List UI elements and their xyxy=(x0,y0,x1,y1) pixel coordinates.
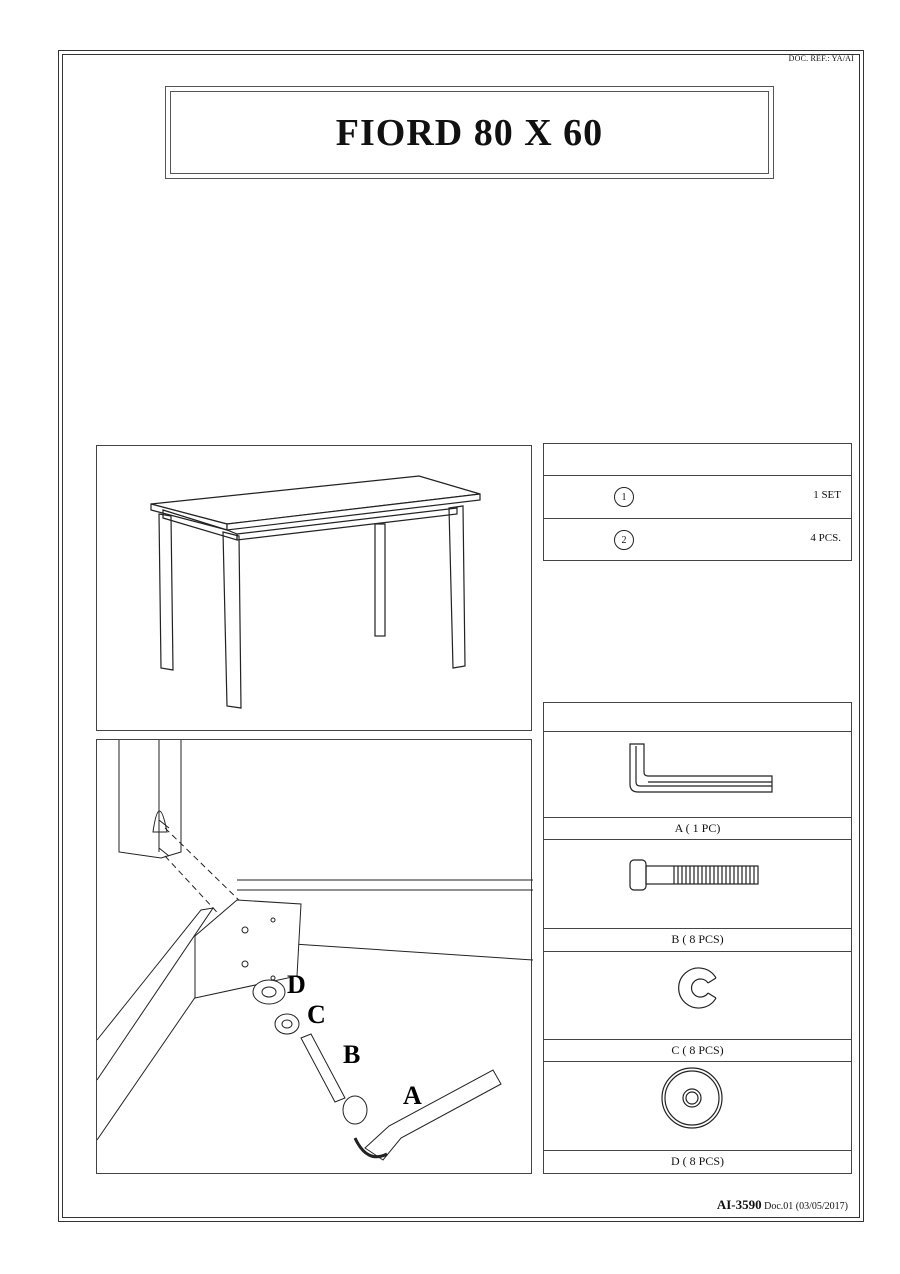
hardware-cell-a xyxy=(544,731,851,818)
hardware-cell-c xyxy=(544,951,851,1038)
callout-c: C xyxy=(307,1000,326,1029)
title-box xyxy=(165,86,774,179)
hardware-cell-d xyxy=(544,1061,851,1148)
hardware-cell-b xyxy=(544,839,851,926)
part-number-badge: 1 xyxy=(614,487,634,507)
bolt-icon xyxy=(544,840,853,926)
part-quantity: 4 PCS. xyxy=(810,532,841,544)
spring-washer-icon xyxy=(544,952,853,1038)
document-code: AI-3590 xyxy=(716,1197,762,1212)
assembly-detail-panel xyxy=(96,739,532,1174)
footer xyxy=(717,1197,848,1213)
table-drawing xyxy=(97,446,533,732)
allen-key-icon xyxy=(544,732,853,818)
document-revision: Doc.01 (03/05/2017) xyxy=(764,1201,848,1212)
hardware-label-d: D ( 8 PCS) xyxy=(544,1150,851,1172)
flat-washer-icon xyxy=(544,1062,853,1148)
parts-row xyxy=(544,475,851,519)
part-number-badge: 2 xyxy=(614,530,634,550)
part-quantity: 1 SET xyxy=(813,489,841,501)
hardware-label-b: B ( 8 PCS) xyxy=(544,928,851,950)
parts-row xyxy=(544,518,851,562)
hardware-table xyxy=(543,702,852,1174)
callout-a: A xyxy=(403,1081,422,1110)
parts-table xyxy=(543,443,852,561)
table-illustration-panel xyxy=(96,445,532,731)
callout-d: D xyxy=(287,970,306,999)
callout-b: B xyxy=(343,1040,361,1069)
hardware-label-c: C ( 8 PCS) xyxy=(544,1039,851,1061)
assembly-drawing xyxy=(97,740,533,1175)
hardware-label-a: A ( 1 PC) xyxy=(544,817,851,839)
page-title: FIORD 80 X 60 xyxy=(335,111,604,154)
doc-reference: DOC. REF.: YA/AI xyxy=(788,54,854,63)
